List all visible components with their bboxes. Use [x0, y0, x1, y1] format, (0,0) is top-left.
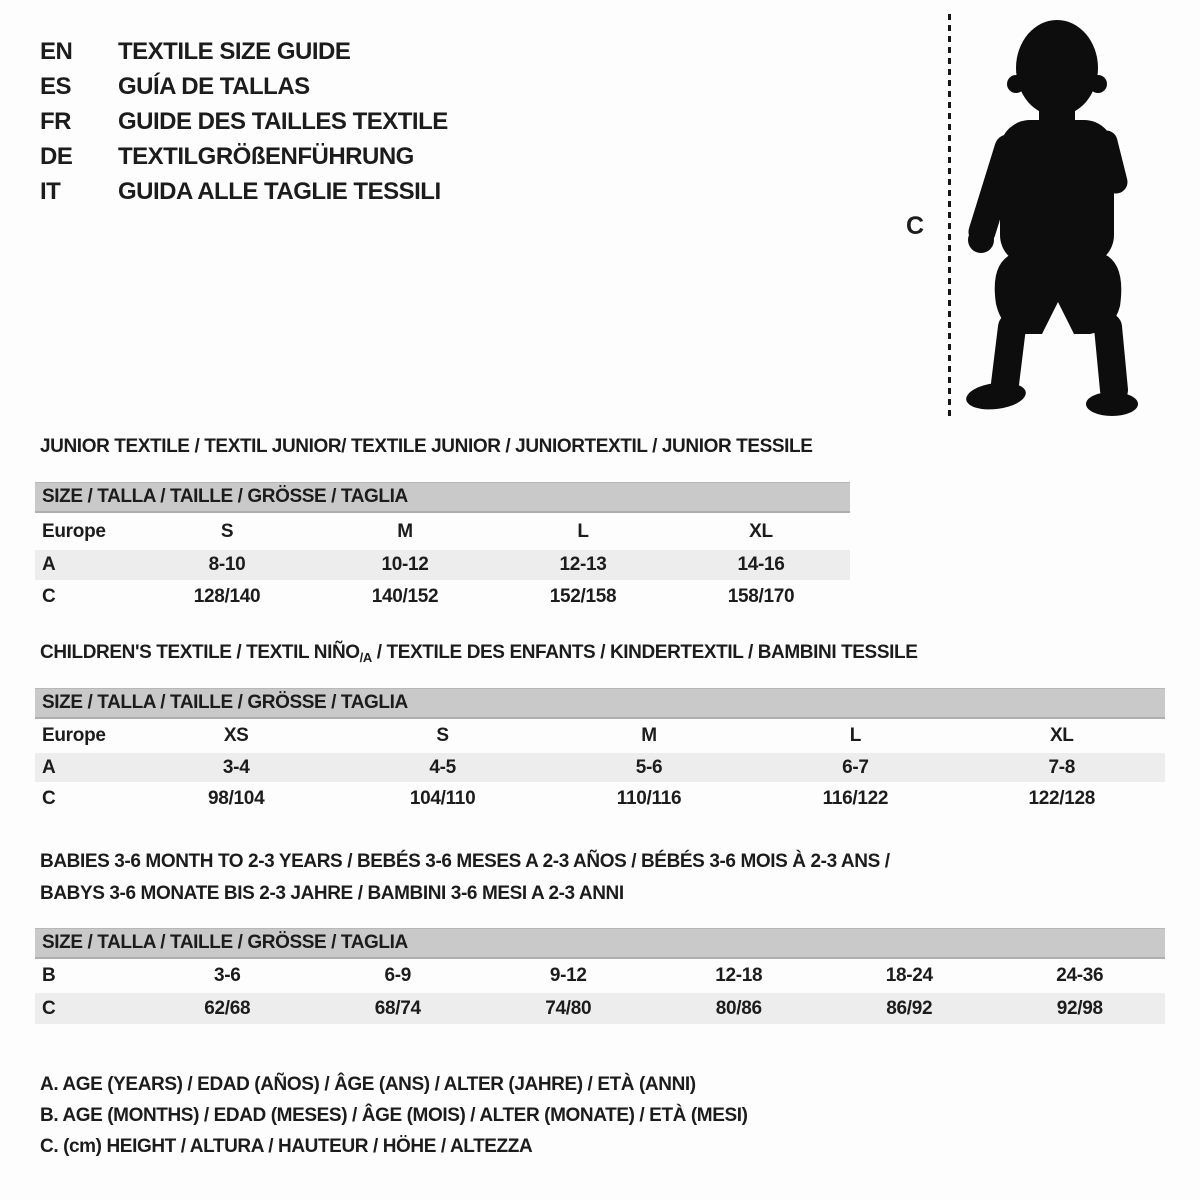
value-cell: 128/140 [193, 585, 261, 607]
size-cell: XL [749, 520, 773, 542]
language-row-en [40, 34, 448, 69]
value-cell: 18-24 [885, 965, 933, 986]
language-code: DE [40, 142, 73, 170]
height-measure-label: C [906, 212, 925, 240]
value-cell: 140/152 [371, 585, 439, 607]
legend-line-c: C. (cm) HEIGHT / ALTURA / HAUTEUR / HÖHE / ALTEZZA [40, 1136, 533, 1157]
row-label: A [42, 554, 56, 575]
value-cell: 5-6 [635, 756, 663, 778]
language-title-list [40, 34, 448, 209]
size-header-label: SIZE / TALLA / TAILLE / GRÖSSE / TAGLIA [42, 692, 408, 713]
junior-section-title: JUNIOR TEXTILE / TEXTIL JUNIOR/ TEXTILE JUNIOR / JUNIORTEXTIL / JUNIOR TESSILE [40, 436, 813, 457]
children-title-suffix: / TEXTILE DES ENFANTS / KINDERTEXTIL / BAMBINI TESSILE [371, 642, 918, 663]
value-cell: 14-16 [737, 554, 785, 575]
table-row-sizes [35, 719, 1165, 753]
size-cell: M [641, 725, 657, 746]
babies-size-table [35, 928, 1165, 1024]
table-row-months [35, 959, 1165, 993]
baby-silhouette-icon [960, 12, 1150, 420]
value-cell: 92/98 [1056, 997, 1103, 1019]
value-cell: 68/74 [374, 997, 421, 1019]
language-row-de [40, 139, 448, 174]
value-cell: 104/110 [409, 788, 476, 809]
value-cell: 24-36 [1056, 965, 1104, 986]
size-cell: L [849, 725, 862, 746]
language-row-it [40, 174, 448, 209]
size-header-label: SIZE / TALLA / TAILLE / GRÖSSE / TAGLIA [42, 486, 408, 507]
size-cell: XL [1049, 725, 1074, 746]
value-cell: 62/68 [204, 997, 251, 1019]
size-header-band [35, 928, 1165, 959]
language-code: ES [40, 72, 72, 100]
value-cell: 158/170 [727, 585, 795, 607]
size-header-label: SIZE / TALLA / TAILLE / GRÖSSE / TAGLIA [42, 932, 408, 953]
value-cell: 122/128 [1028, 788, 1096, 809]
guide-title-it: GUIDA ALLE TAGLIE TESSILI [118, 177, 441, 205]
value-cell: 116/122 [822, 788, 889, 809]
value-cell: 86/92 [886, 997, 933, 1019]
guide-title-es: GUÍA DE TALLAS [118, 72, 310, 100]
babies-title-line2: BABYS 3-6 MONATE BIS 2-3 JAHRE / BAMBINI 3-6 MESI A 2-3 ANNI [40, 883, 624, 904]
row-label: C [42, 997, 56, 1019]
table-row-height [35, 782, 1165, 816]
measurement-legend [40, 1069, 748, 1162]
children-section-title [40, 642, 917, 665]
row-label: C [42, 788, 56, 809]
value-cell: 98/104 [208, 788, 265, 809]
value-cell: 12-13 [559, 554, 607, 575]
value-cell: 3-6 [213, 965, 241, 986]
row-label: Europe [42, 725, 106, 746]
value-cell: 6-9 [384, 965, 412, 986]
height-measure-dotted-line [948, 14, 951, 420]
size-cell: S [220, 520, 234, 542]
size-cell: S [436, 725, 449, 746]
language-code: EN [40, 37, 73, 65]
value-cell: 152/158 [549, 585, 617, 607]
babies-title-line1: BABIES 3-6 MONTH TO 2-3 YEARS / BEBÉS 3-6 MESES A 2-3 AÑOS / BÉBÉS 3-6 MOIS À 2-3 ANS / [40, 851, 890, 872]
value-cell: 7-8 [1048, 756, 1076, 778]
value-cell: 9-12 [549, 965, 587, 986]
size-header-band [35, 688, 1165, 719]
table-row-height [35, 580, 850, 613]
value-cell: 10-12 [381, 554, 429, 575]
value-cell: 8-10 [208, 554, 246, 575]
language-code: IT [40, 177, 61, 205]
value-cell: 3-4 [222, 756, 250, 778]
legend-line-a: A. AGE (YEARS) / EDAD (AÑOS) / ÂGE (ANS) / ALTER (JAHRE) / ETÀ (ANNI) [40, 1074, 696, 1095]
children-size-table [35, 688, 1165, 816]
value-cell: 6-7 [842, 756, 869, 778]
value-cell: 12-18 [715, 965, 763, 986]
size-cell: L [577, 520, 589, 542]
guide-title-de: TEXTILGRÖßENFÜHRUNG [118, 142, 414, 170]
size-cell: M [397, 520, 413, 542]
value-cell: 74/80 [545, 997, 592, 1019]
language-code: FR [40, 107, 71, 135]
row-label: Europe [42, 520, 106, 542]
table-row-height [35, 993, 1165, 1024]
row-label: A [42, 756, 56, 778]
guide-title-en: TEXTILE SIZE GUIDE [118, 37, 351, 65]
guide-title-fr: GUIDE DES TAILLES TEXTILE [118, 107, 448, 135]
junior-size-table [35, 482, 850, 613]
table-row-age [35, 753, 1165, 782]
babies-section-title [40, 846, 890, 910]
language-row-fr [40, 104, 448, 139]
size-header-band [35, 482, 850, 513]
children-title-sub: /A [359, 650, 372, 665]
value-cell: 110/116 [616, 788, 682, 809]
row-label: C [42, 585, 56, 607]
value-cell: 4-5 [429, 756, 456, 778]
language-row-es [40, 69, 448, 104]
value-cell: 80/86 [715, 997, 762, 1019]
row-label: B [42, 965, 56, 986]
legend-line-b: B. AGE (MONTHS) / EDAD (MESES) / ÂGE (MOIS) / ALTER (MONATE) / ETÀ (MESI) [40, 1105, 748, 1126]
children-title-prefix: CHILDREN'S TEXTILE / TEXTIL NIÑO [40, 642, 360, 663]
size-cell: XS [223, 725, 249, 746]
table-row-age [35, 550, 850, 580]
table-row-sizes [35, 513, 850, 550]
